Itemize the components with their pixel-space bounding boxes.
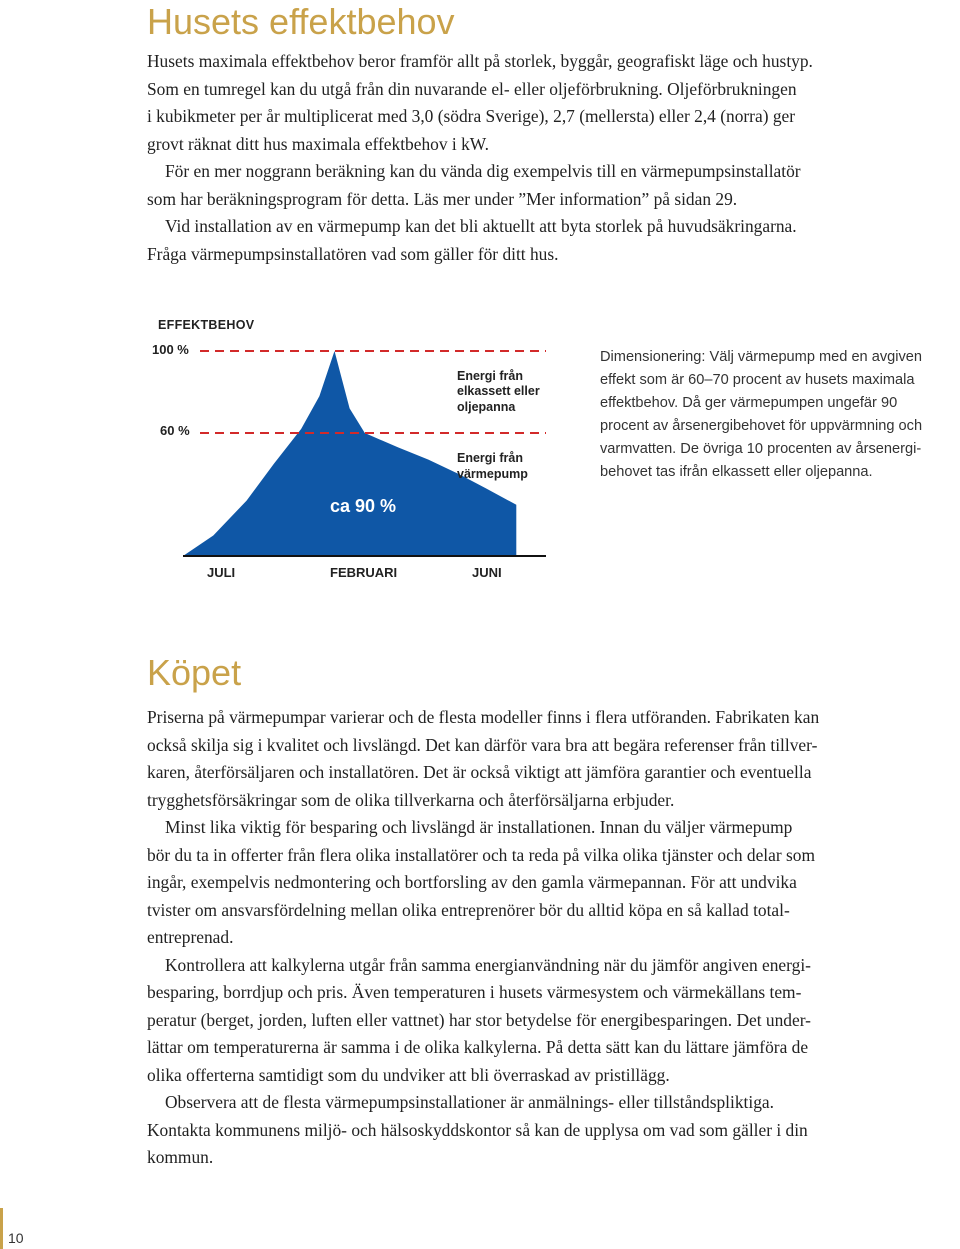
text-line: Som en tumregel kan du utgå från din nuvarande el- eller oljeförbrukning. Oljeförbrukningen <box>147 78 797 99</box>
label-60-percent: 60 % <box>160 423 190 438</box>
text-line: lättar om temperaturerna är samma i de olika kalkylerna. På detta sätt kan du lättare jämföra de <box>147 1037 809 1057</box>
top-band-label-1: Energi från <box>457 369 523 383</box>
text-line: bör du ta in offerter från flera olika installatörer och ta reda på vilka olika tjänster och delar som <box>147 844 815 865</box>
text-line: olika offerterna samtidigt som du undviker att bli överraskad av pristillägg. <box>147 1064 670 1085</box>
paragraph <box>147 1089 960 1172</box>
month-label-juni: JUNI <box>472 565 502 580</box>
paragraph <box>147 952 960 1090</box>
text-line: Kontakta kommunens miljö- och hälsoskyddskontor så kan de upplysa om vad som gäller i din <box>147 1119 808 1140</box>
section-title-effektbehov: Husets effektbehov <box>147 1 455 42</box>
area-label: ca 90 % <box>330 496 397 516</box>
month-label-februari: FEBRUARI <box>330 565 398 580</box>
dimensioning-note <box>600 346 960 483</box>
text-line: Priserna på värmepumpar varierar och de flesta modeller finns i flera utföranden. Fabrikaten kan <box>147 707 820 727</box>
text-line: Kontrollera att kalkylerna utgår från samma energianvändning när du jämför angiven energi- <box>165 954 811 975</box>
note-line: behovet tas ifrån elkassett eller oljepanna. <box>600 463 873 480</box>
paragraph <box>147 704 960 814</box>
effektbehov-chart <box>0 0 960 600</box>
page-number: 10 <box>8 1230 24 1246</box>
text-line: trygghetsförsäkringar som de olika tillverkarna och återförsäljarna erbjuder. <box>147 789 675 810</box>
page-edge-bar <box>0 1208 3 1249</box>
text-line: Observera att de flesta värmepumpsinstallationer är anmälnings- eller tillståndspliktiga. <box>165 1092 774 1112</box>
text-line: i kubikmeter per år multiplicerat med 3,0 (södra Sverige), 2,7 (mellersta) eller 2,4 (norra) ger <box>147 106 796 126</box>
top-band-label-3: oljepanna <box>457 400 516 414</box>
text-line: För en mer noggrann beräkning kan du vända dig exempelvis till en värmepumpsinstallatör <box>165 161 801 181</box>
text-line: ingår, exempelvis nedmontering och bortforsling av den gamla värmepannan. För att undvika <box>147 872 797 892</box>
section-title-kopet: Köpet <box>147 652 242 693</box>
text-line: Vid installation av en värmepump kan det bli aktuellt att byta storlek på huvudsäkringarna. <box>165 216 797 236</box>
note-line: varmvatten. De övriga 10 procenten av årsenergi- <box>600 440 922 457</box>
paragraph <box>147 814 960 952</box>
label-100-percent: 100 % <box>152 342 189 357</box>
text-line: Minst lika viktig för besparing och livslängd är installationen. Innan du väljer värmepump <box>165 817 793 837</box>
chart-title: EFFEKTBEHOV <box>158 318 255 332</box>
text-line: tvister om ansvarsfördelning mellan olika entreprenörer bör du alltid köpa en så kallad total- <box>147 899 790 920</box>
text-line: besparing, borrdjup och pris. Även temperaturen i husets värmesystem och värmekällans tem- <box>147 982 802 1002</box>
section2-body <box>147 704 960 1172</box>
text-line: Husets maximala effektbehov beror framför allt på storlek, byggår, geografiskt läge och hustyp. <box>147 51 813 71</box>
month-label-juli: JULI <box>207 565 236 580</box>
text-line: också skilja sig i kvalitet och livslängd. Det kan därför vara bra att begära referenser från tillver- <box>147 734 818 755</box>
top-band-label-2: elkassett eller <box>457 384 540 398</box>
note-line: procent av årsenergibehovet för uppvärmning och <box>600 417 923 434</box>
bottom-band-label-2: värmepump <box>457 467 528 481</box>
note-line: effektbehov. Då ger värmepumpen ungefär 90 <box>600 394 898 411</box>
text-line: peratur (berget, jorden, luften eller vattnet) har stor betydelse för energibesparingen. Det under- <box>147 1009 811 1030</box>
text-line: entreprenad. <box>147 927 234 947</box>
text-line: som har beräkningsprogram för detta. Läs mer under ”Mer information” på sidan 29. <box>147 188 738 209</box>
text-line: karen, återförsäljaren och installatören. Det är också viktigt att jämföra garantier och eventuella <box>147 762 812 782</box>
note-line: Dimensionering: Välj värmepump med en avgiven <box>600 349 923 365</box>
text-line: Fråga värmepumpsinstallatören vad som gäller för ditt hus. <box>147 243 559 264</box>
note-line: effekt som är 60–70 procent av husets maximala <box>600 371 915 388</box>
bottom-band-label-1: Energi från <box>457 451 523 465</box>
text-line: grovt räknat ditt hus maximala effektbehov i kW. <box>147 133 489 154</box>
text-line: kommun. <box>147 1147 214 1167</box>
